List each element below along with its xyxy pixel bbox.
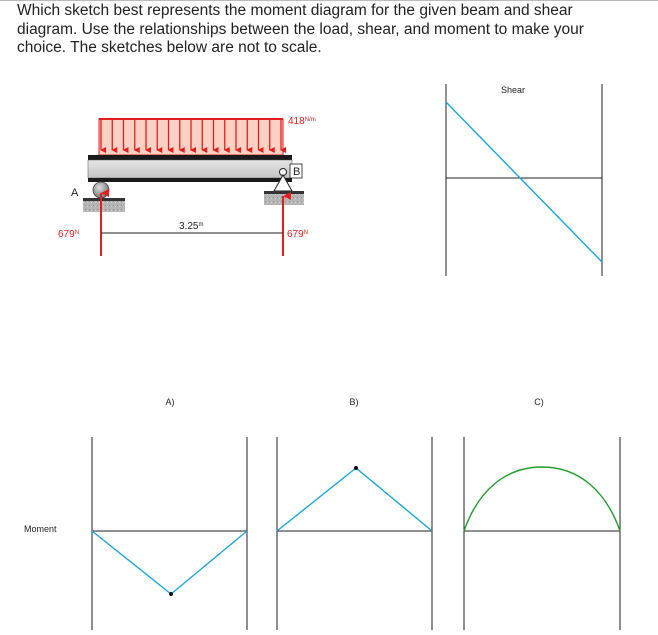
moment-option-c[interactable] bbox=[464, 437, 620, 630]
load-label: $418^{N/m}$ bbox=[288, 116, 316, 127]
support-a-base bbox=[83, 198, 125, 201]
moment-option-b[interactable] bbox=[277, 437, 432, 630]
support-b-base bbox=[264, 191, 304, 194]
reaction-b-label: $679^N$ bbox=[287, 229, 309, 240]
option-a-moment-line bbox=[92, 531, 247, 594]
moment-option-a[interactable] bbox=[92, 437, 247, 630]
option-b-peak-dot bbox=[354, 466, 358, 470]
shear-line bbox=[446, 102, 602, 262]
beam-bottom-flange bbox=[88, 178, 292, 182]
option-a-peak-dot bbox=[169, 592, 173, 596]
question-line-3: choice. The sketches below are not to scale. bbox=[17, 39, 322, 56]
option-a-label: A) bbox=[165, 397, 175, 407]
support-a-ground bbox=[83, 201, 125, 212]
span-label: 3.25$^m$ bbox=[179, 221, 204, 232]
moment-label: Moment bbox=[24, 524, 57, 534]
beam-top-flange bbox=[88, 155, 292, 160]
support-a-label: A bbox=[71, 187, 79, 199]
shear-title: Shear bbox=[500, 85, 526, 95]
question-line-1: Which sketch best represents the moment diagram for the given beam and shear bbox=[17, 2, 573, 19]
option-c-moment-curve bbox=[464, 467, 620, 531]
option-b-label: B) bbox=[349, 397, 359, 407]
beam-web bbox=[88, 160, 292, 178]
reaction-a-label: $679^N$ bbox=[58, 229, 80, 240]
question-line-2: diagram. Use the relationships between the load, shear, and moment to make your bbox=[17, 20, 584, 38]
option-b-moment-line bbox=[277, 468, 432, 531]
support-b-label: B bbox=[293, 166, 301, 178]
distributed-load bbox=[99, 119, 283, 155]
shear-diagram bbox=[446, 84, 602, 276]
support-a bbox=[83, 182, 125, 212]
option-c-label: C) bbox=[534, 397, 544, 407]
beam bbox=[88, 155, 292, 182]
